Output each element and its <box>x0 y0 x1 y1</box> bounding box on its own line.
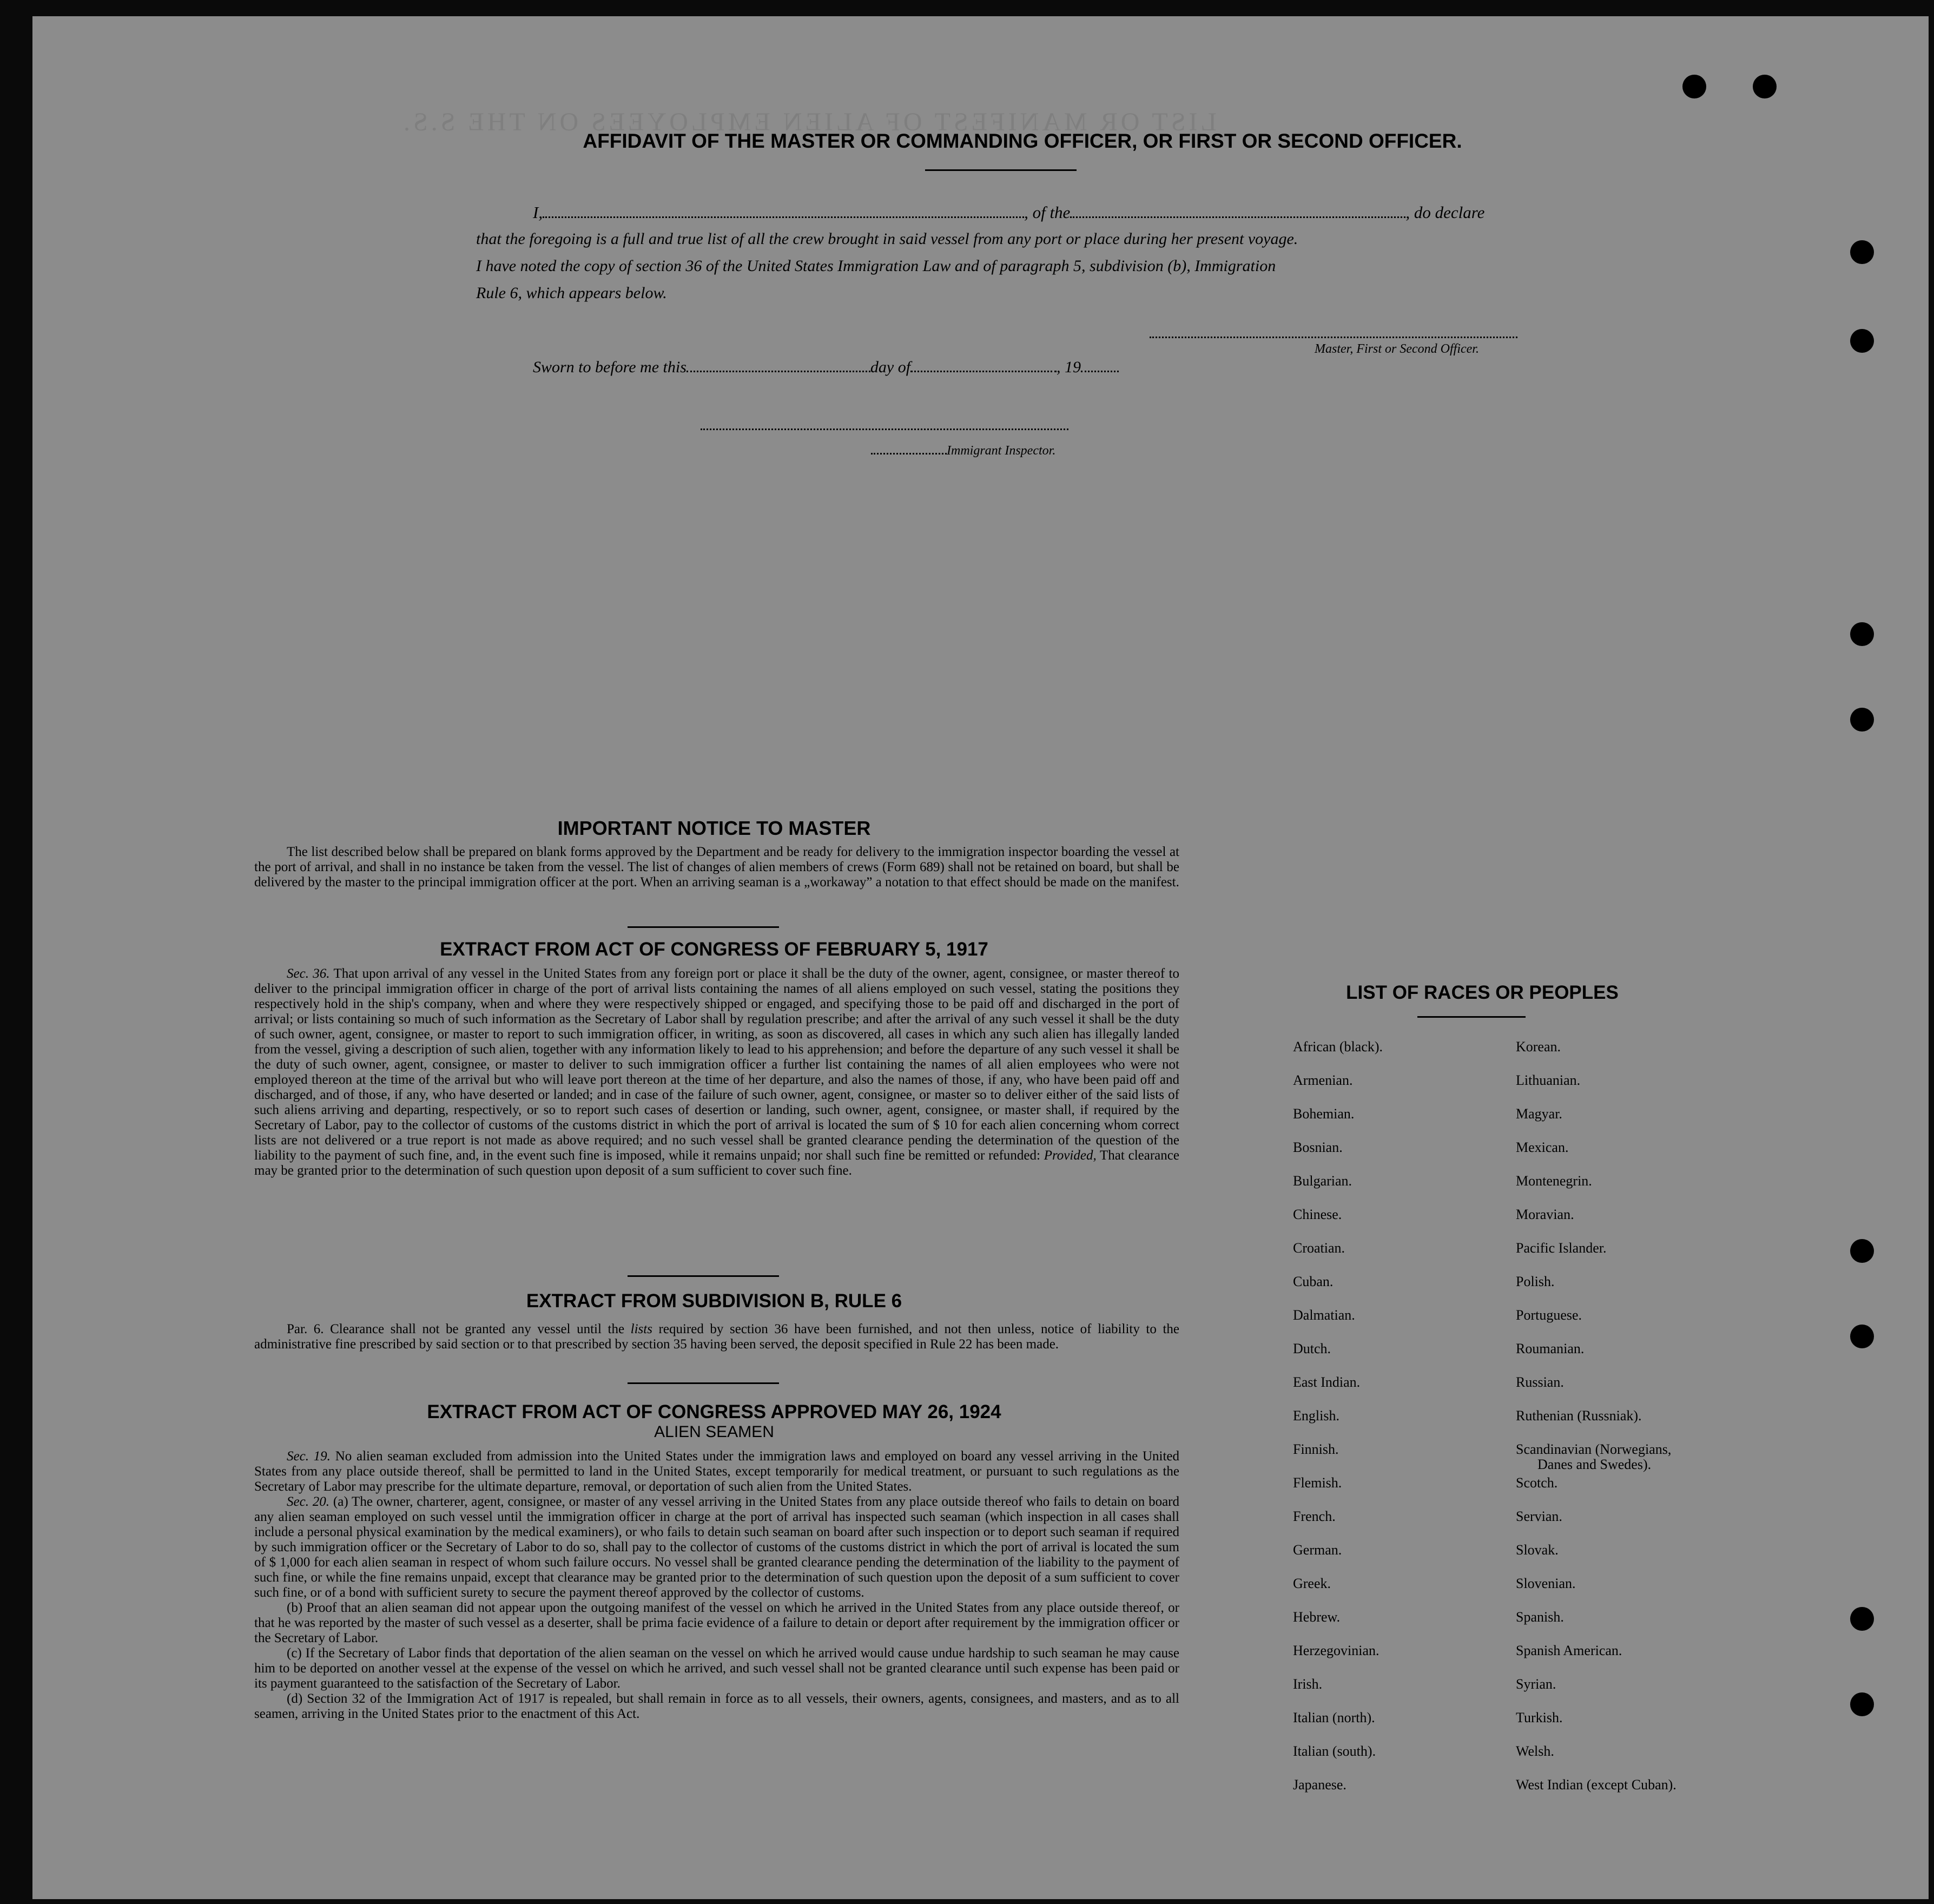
race-item: Scandinavian (Norwegians, <box>1516 1441 1672 1457</box>
race-item: Irish. <box>1293 1676 1323 1692</box>
races-title: LIST OF RACES OR PEOPLES <box>1346 982 1619 1003</box>
affidavit-i: I, <box>533 203 543 222</box>
punch-hole <box>1850 1239 1874 1263</box>
race-item: Korean. <box>1516 1039 1561 1055</box>
sworn-prefix: Sworn to before me this <box>533 358 687 376</box>
race-item: Greek. <box>1293 1576 1331 1591</box>
divider <box>1417 1016 1526 1018</box>
sec-label: Sec. 36. <box>287 966 330 981</box>
sec-label: Sec. 19. <box>287 1449 331 1464</box>
affidavit-declare: , do declare <box>1405 203 1485 222</box>
race-item: Japanese. <box>1293 1777 1346 1793</box>
inspector-blank-upper[interactable] <box>701 417 1068 430</box>
race-item: Armenian. <box>1293 1072 1353 1088</box>
race-item: Magyar. <box>1516 1106 1562 1122</box>
race-item: English. <box>1293 1408 1339 1424</box>
sworn-year: , 19 <box>1057 358 1081 376</box>
affidavit-line-1 <box>533 203 1484 222</box>
sec20b-body: (b) Proof that an alien seaman did not appear upon the outgoing manifest of the vessel on which he arrived in the United States from any place outside thereof, or that he was reported by the master of such vessel as a deserter, shall be prima facie evidence of a failure to detain or deport after requirement by the immigration officer or the Secretary of Labor. <box>254 1600 1179 1645</box>
race-item: Spanish. <box>1516 1609 1564 1625</box>
document-page <box>32 16 1929 1899</box>
affidavit-line-4: Rule 6, which appears below. <box>476 284 667 302</box>
race-item: Finnish. <box>1293 1441 1339 1457</box>
race-item: Pacific Islander. <box>1516 1240 1607 1256</box>
sec-label: Sec. 20. <box>287 1494 330 1509</box>
punch-hole <box>1850 708 1874 732</box>
rule6-body: Par. 6. Clearance shall not be granted any vessel until the <box>287 1322 625 1336</box>
notice-paragraph: The list described below shall be prepared on blank forms approved by the Department and be ready for delivery to the immigration inspector boarding the vessel at the port of arrival, and shall in no instance be taken from the vessel. The list of changes of alien members of crews (Form 689) shall not be retained on board, but shall be delivered by the master to the principal immigration officer at the port. When an arriving seaman is a „workaway” a notation to that effect should be made on the manifest. <box>254 845 1179 890</box>
sec20a-body: (a) The owner, charterer, agent, consignee, or master of any vessel arriving in the United States from any place outside thereof who fails to detain on board any alien seaman employed on such vessel until the immigration officer in charge at the port of arrival has inspected such seaman (which inspection in all cases shall include a personal physical examination by the medical examiners), or who fails to detain such seaman on board after such inspection or to deport such seaman if required by such immigration officer or the Secretary of Labor to do so, shall pay to the collector of customs of the customs district in which the port of arrival is located the sum of $ 1,000 for each alien seaman in respect of whom such failure occurs. No vessel shall be granted clearance pending the determination of the liability to the payment of such fine, or while the fine remains unpaid, except that clearance may be granted prior to the determination of such question upon the deposit of a sum sufficient to cover such fine, or of a bond with sufficient surety to secure the payment thereof approved by the collector of customs. <box>254 1494 1179 1600</box>
sec20d-body: (d) Section 32 of the Immigration Act of 1917 is repealed, but shall remain in force as to all vessels, their owners, agents, consignees, and masters, and as to all seamen, arriving in the United States prior to the enactment of this Act. <box>254 1691 1179 1721</box>
sworn-month-blank[interactable] <box>910 359 1057 372</box>
notice-title: IMPORTANT NOTICE TO MASTER <box>557 817 871 839</box>
race-item: Croatian. <box>1293 1240 1345 1256</box>
race-item: Polish. <box>1516 1274 1555 1289</box>
race-item-continued: Danes and Swedes). <box>1537 1457 1652 1472</box>
race-item: Ruthenian (Russniak). <box>1516 1408 1642 1424</box>
rule6-body-end: required by section 36 have been furnished, and not then unless, notice of liability to the administrative fine prescribed by said section or to that prescribed by section 35 having been served, the deposit specified in Rule 22 has been made. <box>254 1322 1180 1352</box>
race-item: Welsh. <box>1516 1743 1554 1759</box>
punch-hole <box>1682 75 1706 98</box>
race-item: Italian (south). <box>1293 1743 1376 1759</box>
race-item: Dalmatian. <box>1293 1307 1355 1323</box>
sec20c-body: (c) If the Secretary of Labor finds that deportation of the alien seaman on the vessel on which he arrived would cause undue hardship to such seaman he may cause him to be deported on another vessel at the expense of the vessel on which he arrived, and such vessel shall not be granted clearance until such expense has been paid or its payment guaranteed to the satisfaction of the Secretary of Labor. <box>254 1646 1179 1691</box>
show-through-title: LIST OR MANIFEST OF ALIEN EMPLOYEES ON THE S.S. <box>400 108 1217 136</box>
race-item: Syrian. <box>1516 1676 1556 1692</box>
master-signature-label: Master, First or Second Officer. <box>1315 342 1479 356</box>
sworn-line <box>533 358 1119 377</box>
race-item: French. <box>1293 1508 1336 1524</box>
divider <box>628 1275 779 1277</box>
sworn-day-blank[interactable] <box>687 359 870 372</box>
race-item: Russian. <box>1516 1374 1564 1390</box>
affidavit-title: AFFIDAVIT OF THE MASTER OR COMMANDING OFFICER, OR FIRST OR SECOND OFFICER. <box>583 130 1462 152</box>
race-item: Spanish American. <box>1516 1643 1622 1658</box>
affidavit-line-3: I have noted the copy of section 36 of the United States Immigration Law and of paragraph 5, subdivision (b), Immigration <box>476 257 1276 275</box>
race-item: Chinese. <box>1293 1207 1342 1222</box>
race-item: Turkish. <box>1516 1710 1563 1725</box>
act1917-body-end: That clearance may be granted prior to the determination of such question upon deposit of a sum sufficient to cover such fine. <box>254 1148 1179 1178</box>
divider <box>628 1382 779 1384</box>
rule6-text <box>254 1322 1179 1352</box>
race-item: Flemish. <box>1293 1475 1342 1491</box>
sec19-body: No alien seaman excluded from admission into the United States under the immigration laws and employed on board any vessel arriving in the United States from any place outside thereof, shall be permitted to land in the United States, except temporarily for medical treatment, or pursuant to such regulations as the Secretary of Labor may prescribe for the ultimate departure, removal, or deportation of such alien from the United States. <box>254 1449 1179 1494</box>
race-item: Herzegovinian. <box>1293 1643 1379 1658</box>
race-item: Slovenian. <box>1516 1576 1576 1591</box>
race-item: Dutch. <box>1293 1341 1331 1356</box>
race-item: Mexican. <box>1516 1139 1569 1155</box>
punch-hole <box>1850 329 1874 353</box>
inspector-blank[interactable] <box>871 441 947 454</box>
race-item: Italian (north). <box>1293 1710 1375 1725</box>
race-item: Bulgarian. <box>1293 1173 1352 1189</box>
punch-hole <box>1850 622 1874 646</box>
race-item: Moravian. <box>1516 1207 1574 1222</box>
inspector-line <box>871 441 1055 458</box>
act1917-text <box>254 966 1179 1178</box>
divider <box>925 169 1077 171</box>
act1917-body: That upon arrival of any vessel in the United States from any foreign port or place it shall be the duty of the owner, agent, consignee, or master thereof to deliver to the principal immigration officer in charge of the port of arrival lists containing the names of all aliens employed on such vessel, stating the positions they respectively hold in the ship's company, when and where they were respectively shipped or engaged, and specifying those to be paid off and discharged in the port of arrival; or lists containing so much of such information as the Secretary of Labor shall by regulation prescribe; and after the arrival of any such vessel it shall be the duty of such owner, agent, consignee, or master to report to such immigration officer, in writing, as soon as discovered, all cases in which any such alien has illegally landed from the vessel, giving a description of such alien, together with any information likely to lead to his apprehension; and before the departure of any such vessel it shall be the duty of such owner, agent, consignee, or master to deliver to such immigration officer a further list containing the names of all alien employees who were not employed thereon at the time of the arrival but who will leave port thereon at the time of her departure, and also the names of those, if any, who have been paid off and discharged, and of those, if any, who have deserted or landed; and in case of the failure of such owner, agent, consignee, or master so to deliver either of the said lists of such aliens arriving and departing, respectively, or so to report such cases of desertion or landing, such owner, agent, consignee, or master shall, if required by the Secretary of Labor, pay to the collector of customs of the customs district in which the port of arrival is located the sum of $ 10 for each alien concerning whom correct lists are not delivered or a true report is not made as above required; and no such vessel shall be granted clearance pending the determination of the question of the liability to the payment of such fine, and, in the event such fine is imposed, while it remains unpaid; nor shall such fine be remitted or refunded: <box>254 966 1179 1163</box>
divider <box>628 926 779 928</box>
race-item: Slovak. <box>1516 1542 1559 1558</box>
affidavit-of-the: , of the <box>1024 203 1071 222</box>
name-blank[interactable] <box>543 205 1024 218</box>
race-item: Roumanian. <box>1516 1341 1585 1356</box>
race-item: German. <box>1293 1542 1342 1558</box>
race-item: Cuban. <box>1293 1274 1334 1289</box>
race-item: West Indian (except Cuban). <box>1516 1777 1676 1793</box>
act1924-title: EXTRACT FROM ACT OF CONGRESS APPROVED MAY 26, 1924 <box>427 1401 1001 1422</box>
race-item: Lithuanian. <box>1516 1072 1581 1088</box>
race-item: Scotch. <box>1516 1475 1558 1491</box>
lists-word: lists <box>630 1322 652 1336</box>
race-item: Hebrew. <box>1293 1609 1341 1625</box>
race-item: Portuguese. <box>1516 1307 1582 1323</box>
inspector-label: Immigrant Inspector. <box>947 444 1056 458</box>
punch-hole <box>1850 1325 1874 1348</box>
punch-hole <box>1753 75 1777 98</box>
notice-text <box>254 845 1179 890</box>
race-item: Montenegrin. <box>1516 1173 1592 1189</box>
race-item: Bosnian. <box>1293 1139 1343 1155</box>
punch-hole <box>1850 1607 1874 1631</box>
act1917-title: EXTRACT FROM ACT OF CONGRESS OF FEBRUARY 5, 1917 <box>440 939 988 960</box>
provided-word: Provided, <box>1044 1148 1097 1163</box>
sworn-day-of: day of <box>870 358 911 376</box>
race-item: Servian. <box>1516 1508 1562 1524</box>
punch-hole <box>1850 240 1874 264</box>
punch-hole <box>1850 1692 1874 1716</box>
race-item: African (black). <box>1293 1039 1383 1055</box>
act1924-text <box>254 1449 1179 1722</box>
sworn-year-blank[interactable] <box>1081 359 1119 372</box>
affidavit-line-2: that the foregoing is a full and true list of all the crew brought in said vessel from any port or place during her present voyage. <box>476 230 1298 248</box>
rule6-title: EXTRACT FROM SUBDIVISION B, RULE 6 <box>526 1290 902 1312</box>
act1924-subtitle: ALIEN SEAMEN <box>654 1423 774 1441</box>
vessel-blank[interactable] <box>1070 205 1405 218</box>
race-item: Bohemian. <box>1293 1106 1355 1122</box>
race-item: East Indian. <box>1293 1374 1361 1390</box>
master-signature-blank[interactable] <box>1150 325 1517 338</box>
